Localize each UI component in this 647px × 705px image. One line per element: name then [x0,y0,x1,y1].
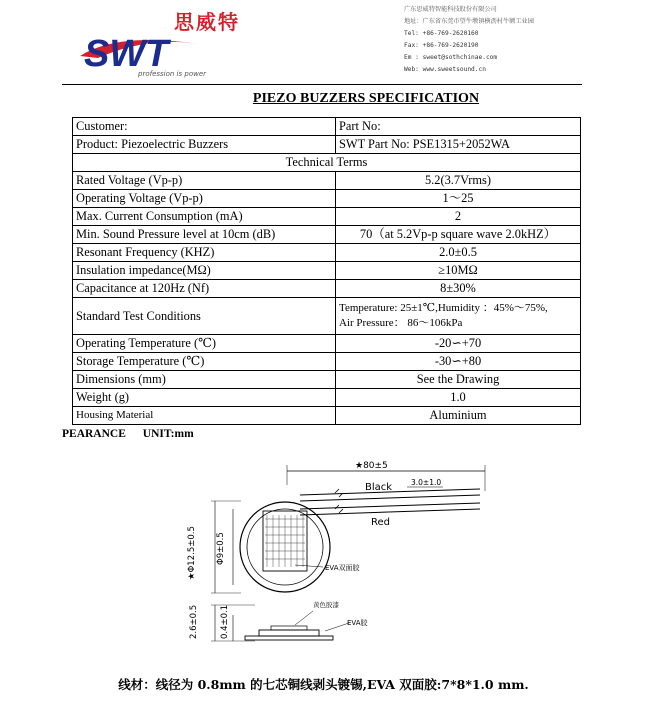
unit-label: UNIT:mm [142,428,194,440]
length-dimension: ★80±5 [355,461,388,471]
spec-value [336,298,581,335]
spec-value: See the Drawing [336,371,581,389]
table-row [73,353,581,371]
table-row [73,226,581,244]
company-fax: Fax: +86-769-2620190 [404,42,479,49]
inner-diameter: Φ9±0.5 [216,532,226,565]
logo-text: SWT [84,33,169,70]
spec-value: -20∽+70 [336,335,581,353]
spec-label: Max. Current Consumption (mA) [73,208,336,226]
appearance-label: PEARANCE [62,428,126,440]
company-address: 地址：广东省东莞市望牛墩镇横沥村牛额工业园 [404,18,534,25]
company-info [404,4,534,76]
swt-part-no-cell: SWT Part No: PSE1315+2052WA [336,136,581,154]
document-title: PIEZO BUZZERS SPECIFICATION [252,91,480,106]
spec-value: -30∽+80 [336,353,581,371]
spec-value: 2.0±0.5 [336,244,581,262]
spec-label: Rated Voltage (Vp-p) [73,172,336,190]
spec-label: Capacitance at 120Hz (Nf) [73,280,336,298]
table-row [73,190,581,208]
part-no-cell: Part No: [336,118,581,136]
test-conditions-line: Air Pressure： 86～106kPa [339,317,463,329]
spec-value: 1～25 [336,190,581,208]
spec-label: Operating Temperature (℃) [73,335,336,353]
wire-note: 线材：线径为 0.8mm 的七芯铜线剥头镀锡,EVA 双面胶:7*8*1.0 mm. [118,677,529,692]
header-divider [62,84,582,85]
appearance-heading [62,428,194,440]
swt-logo-icon [78,26,248,70]
spec-label: Insulation impedance(MΩ) [73,262,336,280]
product-cell: Product: Piezoelectric Buzzers [73,136,336,154]
logo-tagline: profession is power [138,70,207,78]
outer-diameter: ★Φ12.5±0.5 [187,526,197,580]
table-row [73,136,581,154]
table-row [73,280,581,298]
table-row [73,244,581,262]
table-row [73,172,581,190]
spec-value: Aluminium [336,407,581,425]
spec-value: 2 [336,208,581,226]
buzzer-drawing [175,455,505,665]
company-web: Web: www.sweetsound.cn [404,66,486,73]
spec-label: Storage Temperature (℃) [73,353,336,371]
spec-label: Dimensions (mm) [73,371,336,389]
table-row [73,335,581,353]
spec-table [72,117,581,425]
spec-value: 5.2(3.7Vrms) [336,172,581,190]
technical-terms-header: Technical Terms [73,154,581,172]
spec-label: Resonant Frequency (KHZ) [73,244,336,262]
spec-value: ≥10MΩ [336,262,581,280]
side-housing [259,630,319,636]
company-name: 广东思威特智能科技股份有限公司 [404,6,497,13]
table-row [73,407,581,425]
spec-value: 70（at 5.2Vp-p square wave 2.0kHZ） [336,226,581,244]
table-row [73,154,581,172]
customer-cell: Customer: [73,118,336,136]
table-row [73,208,581,226]
side-top-label: 黄色胶漆 [313,601,339,609]
table-row [73,118,581,136]
plate-height: 0.4±0.1 [220,604,230,639]
table-row [73,389,581,407]
red-wire [300,503,480,509]
eva-label: EVA双面胶 [325,564,360,572]
company-email: Em : sweet@sothchinae.com [404,54,498,61]
spec-value: 8±30% [336,280,581,298]
table-row [73,371,581,389]
strip-dimension: 3.0±1.0 [411,478,442,487]
spec-label: Weight (g) [73,389,336,407]
side-eva-label: EVA胶 [347,619,368,627]
table-row [73,262,581,280]
total-height: 2.6±0.5 [189,604,199,639]
company-logo [78,6,248,82]
spec-label: Housing Material [73,407,336,425]
company-tel: Tel: +86-769-2620160 [404,30,479,37]
spec-label: Min. Sound Pressure level at 10cm (dB) [73,226,336,244]
logo-chinese-name: 思威特 [174,10,240,34]
black-wire-label: Black [365,482,393,493]
red-wire-label: Red [371,517,390,528]
spec-label: Operating Voltage (Vp-p) [73,190,336,208]
table-row [73,298,581,335]
spec-value: 1.0 [336,389,581,407]
test-conditions-line: Temperature: 25±1℃,Humidity ：45%～75%, [339,302,548,314]
spec-label: Standard Test Conditions [73,298,336,335]
